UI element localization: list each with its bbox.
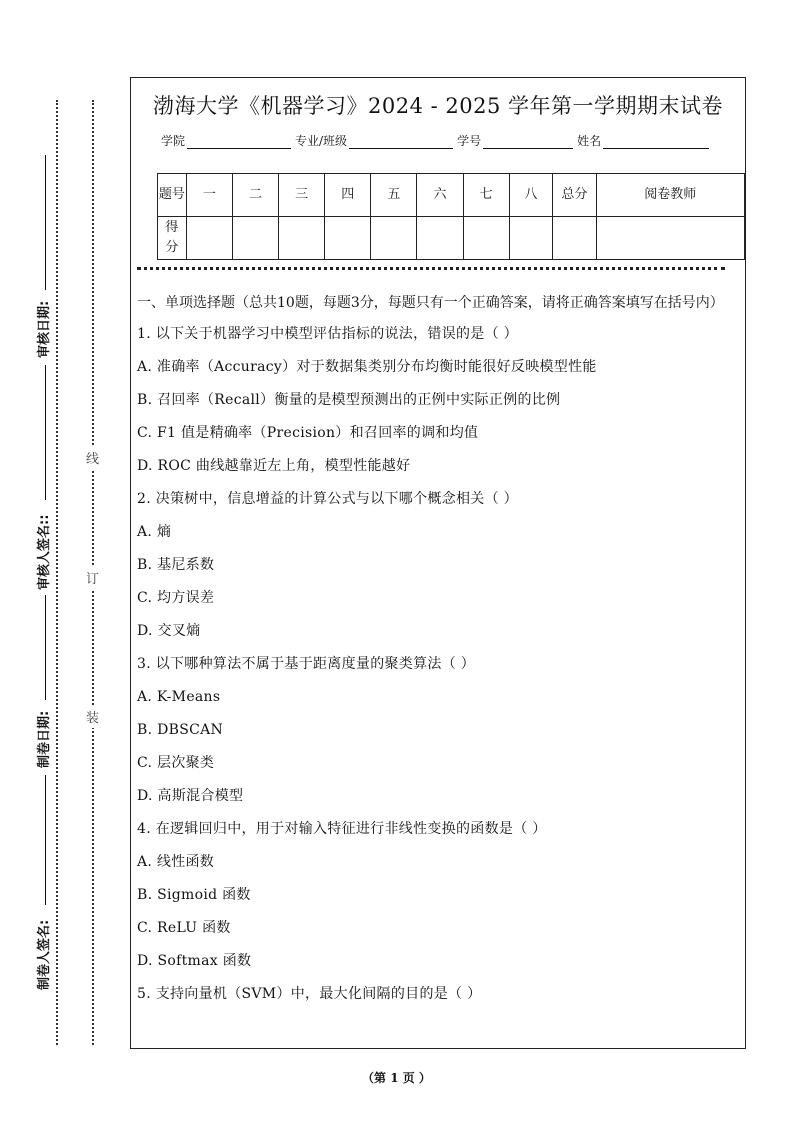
- header-cell: 阅卷教师: [596, 174, 744, 217]
- college-label: 学院: [161, 134, 186, 148]
- score-table: [157, 173, 745, 260]
- option-line: B. Sigmoid 函数: [137, 887, 251, 903]
- question-number-label: 题号: [158, 174, 187, 217]
- page-number: （第 1 页 ）: [362, 1071, 431, 1085]
- score-cell[interactable]: [463, 217, 509, 260]
- student-info-row: [161, 132, 713, 149]
- score-cell[interactable]: [596, 217, 744, 260]
- dotted-divider: [137, 267, 725, 270]
- header-cell: 八: [509, 174, 553, 217]
- preparer-signature-label: 制卷人签名:: [37, 919, 52, 990]
- score-cell[interactable]: [371, 217, 417, 260]
- score-cell[interactable]: [279, 217, 325, 260]
- score-table-score-row: [158, 217, 745, 260]
- option-line: A. K-Means: [137, 689, 221, 705]
- option-line: A. 熵: [137, 524, 172, 540]
- score-cell[interactable]: [509, 217, 553, 260]
- option-line: C. 均方误差: [137, 590, 215, 606]
- reviewer-signature-label: 审核人签名::: [37, 514, 52, 590]
- question-line: 5. 支持向量机（SVM）中，最大化间隔的目的是（ ）: [137, 986, 482, 1002]
- option-line: C. F1 值是精确率（Precision）和召回率的调和均值: [137, 425, 479, 441]
- option-line: B. 基尼系数: [137, 557, 215, 573]
- option-line: A. 准确率（Accuracy）对于数据集类别分布均衡时能很好反映模型性能: [137, 359, 597, 375]
- review-date-line: [45, 155, 46, 290]
- score-table-header-row: [158, 174, 745, 217]
- preparer-date-line: [45, 595, 46, 700]
- reviewer-signature-line: [45, 365, 46, 500]
- exam-title: 渤海大学《机器学习》2024 - 2025 学年第一学期期末试卷: [152, 94, 723, 118]
- binding-mark-zhuang: 装: [86, 705, 99, 728]
- section-heading: 一、单项选择题（总共10题，每题3分，每题只有一个正确答案，请将正确答案填写在括号内）: [137, 295, 724, 311]
- name-label: 姓名: [577, 134, 602, 148]
- question-content: [137, 292, 737, 1017]
- option-line: D. Softmax 函数: [137, 953, 252, 969]
- header-cell: 七: [463, 174, 509, 217]
- option-line: C. ReLU 函数: [137, 920, 231, 936]
- option-line: D. ROC 曲线越靠近左上角，模型性能越好: [137, 458, 411, 474]
- preparer-signature-line: [45, 775, 46, 905]
- option-line: B. 召回率（Recall）衡量的是模型预测出的正例中实际正例的比例: [137, 392, 561, 408]
- student-id-field[interactable]: [483, 134, 573, 149]
- header-cell: 总分: [553, 174, 597, 217]
- score-cell[interactable]: [417, 217, 463, 260]
- score-cell[interactable]: [232, 217, 278, 260]
- option-line: D. 高斯混合模型: [137, 788, 244, 804]
- exam-content-box: [130, 77, 746, 1049]
- option-line: B. DBSCAN: [137, 722, 224, 738]
- binding-dotted-line-outer: [56, 100, 58, 1045]
- header-cell: 三: [279, 174, 325, 217]
- preparer-date-label: 制卷日期:: [37, 710, 52, 768]
- question-line: 4. 在逻辑回归中，用于对输入特征进行非线性变换的函数是（ ）: [137, 821, 547, 837]
- header-cell: 一: [186, 174, 232, 217]
- option-line: C. 层次聚类: [137, 755, 215, 771]
- header-cell: 四: [325, 174, 371, 217]
- major-field[interactable]: [349, 134, 453, 149]
- major-label: 专业/班级: [295, 134, 348, 148]
- question-line: 3. 以下哪种算法不属于基于距离度量的聚类算法（ ）: [137, 656, 476, 672]
- college-field[interactable]: [187, 134, 291, 149]
- option-line: D. 交叉熵: [137, 623, 201, 639]
- score-label: 得分: [158, 217, 187, 260]
- option-line: A. 线性函数: [137, 854, 215, 870]
- header-cell: 五: [371, 174, 417, 217]
- question-line: 1. 以下关于机器学习中模型评估指标的说法，错误的是（ ）: [137, 326, 518, 342]
- binding-mark-xian: 线: [86, 446, 99, 469]
- score-cell[interactable]: [186, 217, 232, 260]
- binding-mark-ding: 订: [86, 566, 99, 589]
- name-field[interactable]: [603, 134, 709, 149]
- header-cell: 二: [232, 174, 278, 217]
- question-line: 2. 决策树中，信息增益的计算公式与以下哪个概念相关（ ）: [137, 491, 518, 507]
- header-cell: 六: [417, 174, 463, 217]
- review-date-label: 审核日期:: [37, 300, 52, 358]
- student-id-label: 学号: [457, 134, 482, 148]
- score-cell[interactable]: [553, 217, 597, 260]
- score-cell[interactable]: [325, 217, 371, 260]
